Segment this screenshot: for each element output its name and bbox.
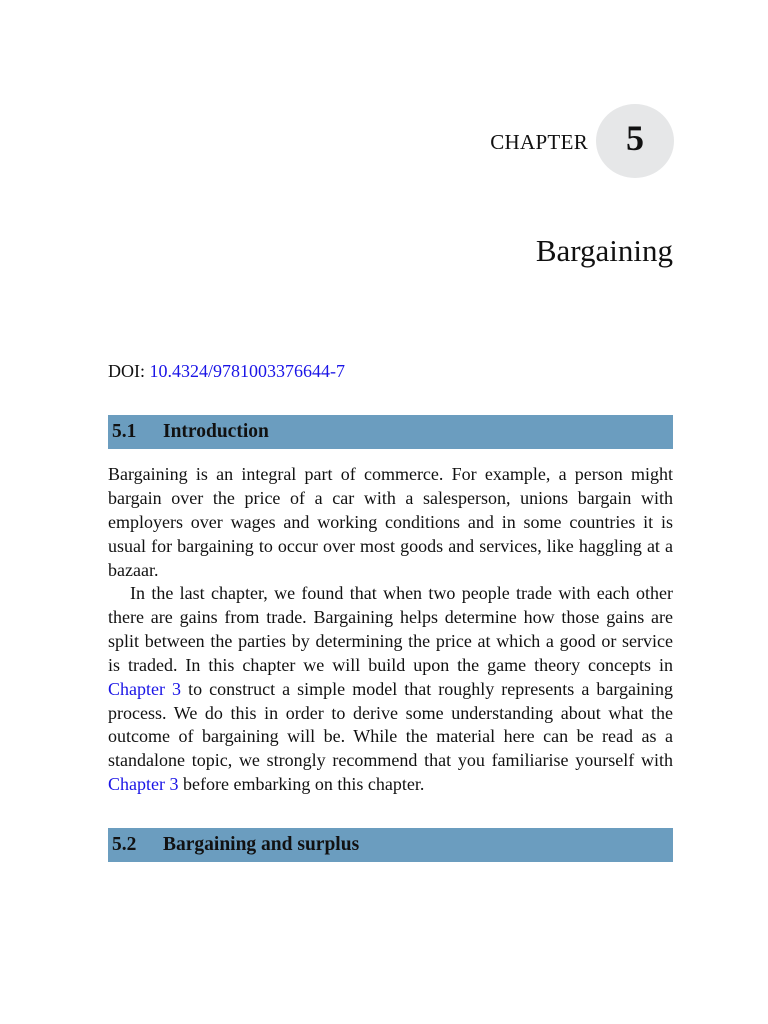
- chapter-number: 5: [626, 118, 644, 158]
- section-heading-bargaining-and-surplus: [108, 828, 673, 862]
- chapter-3-link[interactable]: Chapter 3: [108, 774, 179, 795]
- chapter-3-link[interactable]: Chapter 3: [108, 678, 182, 699]
- paragraph-text: In the last chapter, we found that when two people trade with each other there are gains from trade. Bargaining helps determine how those gains are split between the parties by determining the price at which a good or service is traded. In this chapter we will build upon the game theory concepts in: [108, 583, 673, 675]
- section-number: 5.1: [112, 421, 137, 442]
- paragraph-text: before embarking on this chapter.: [182, 774, 425, 795]
- chapter-header: [0, 104, 674, 178]
- doi-prefix: DOI:: [108, 361, 145, 381]
- chapter-title: Bargaining: [535, 233, 673, 268]
- section-title: Introduction: [163, 421, 269, 442]
- chapter-number-badge: [596, 104, 674, 178]
- section-heading-introduction: [108, 415, 673, 449]
- doi-link[interactable]: 10.4324/9781003376644-7: [149, 361, 345, 381]
- paragraph-intro-2: [108, 582, 673, 797]
- paragraph-text: to construct a simple model that roughly represents a bargaining process. We do this in order to derive some understanding about what the outcome of bargaining will be. While the material here can be read as a standalone topic, we strongly recommend that you familiarise yourself with: [108, 678, 673, 771]
- section-number: 5.2: [112, 834, 137, 855]
- paragraph-intro-1: Bargaining is an integral part of commerce. For example, a person might bargain over the price of a car with a salesperson, unions bargain with employers over wages and working conditions and in some countries it is usual for bargaining to occur over most goods and services, like haggling at a bazaar.: [108, 464, 673, 580]
- chapter-label: CHAPTER: [490, 130, 588, 154]
- section-title: Bargaining and surplus: [163, 834, 360, 855]
- doi-line: [108, 361, 345, 383]
